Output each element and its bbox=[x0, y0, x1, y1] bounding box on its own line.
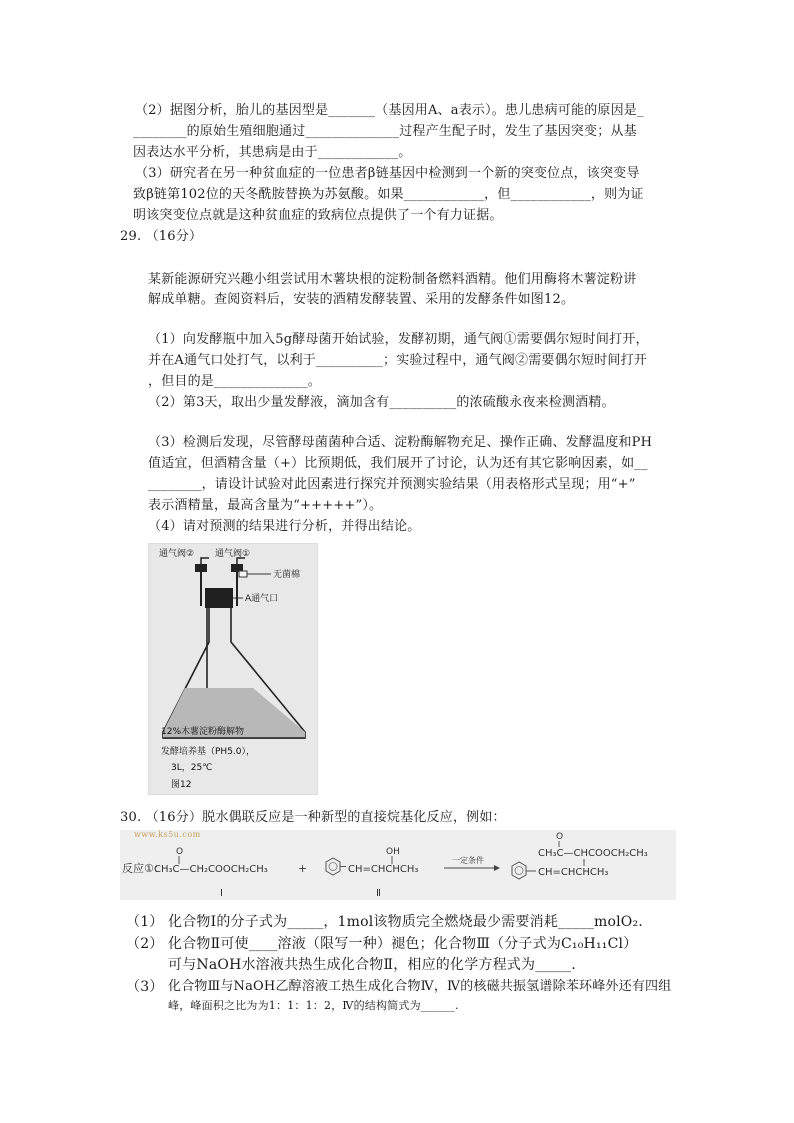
q30-title: 30. （16分）脱水偶联反应是一种新型的直接烷基化反应，例如： bbox=[120, 810, 506, 825]
medium-label-line1: 12%木薯淀粉酶解物 bbox=[161, 727, 245, 737]
q29-sub4: （4）请对预测的结果进行分析，并得出结论。 bbox=[148, 519, 421, 534]
valve2-label: 通气阀② bbox=[159, 549, 195, 559]
figure-caption: 图12 bbox=[171, 780, 192, 790]
q30-sub2-line1: 化合物Ⅱ可使____溶液（限写一种）褪色；化合物Ⅲ（分子式为C₁₀H₁₁Cl） bbox=[168, 936, 638, 952]
q29-sub1-line1: （1）向发酵瓶中加入5g酵母菌开始试验，发酵初期，通气阀①需要偶尔短时间打开， bbox=[148, 332, 649, 347]
reaction-scheme bbox=[120, 830, 676, 900]
q30-sub1-number: （1） bbox=[126, 914, 164, 930]
benzene-ring-icon bbox=[326, 858, 340, 875]
q29-sub3-line1: （3）检测后发现，尽管酵母菌菌种合适、淀粉酶解物充足、操作正确、发酵温度和PH bbox=[148, 435, 653, 450]
q28-part2-line3: 因表达水平分析，其患病是由于____________。 bbox=[133, 145, 412, 160]
reaction-diagram bbox=[120, 830, 676, 900]
q28-part3-line1: （3）研究者在另一种贫血症的一位患者β链基因中检测到一个新的突变位点，该突变导 bbox=[135, 166, 640, 181]
reactant2-hydroxyl: OH bbox=[386, 847, 400, 857]
reactant1-formula: CH₃C—CH₂COOCH₂CH₃ bbox=[154, 864, 268, 875]
cotton-plug-icon bbox=[239, 571, 247, 577]
medium-label-line2: 发酵培养基（PH5.0）， bbox=[161, 747, 256, 757]
watermark-logo: www.ks5u.com bbox=[134, 830, 201, 839]
q30-sub3-number: （3） bbox=[126, 979, 164, 995]
q29-intro-line1: 某新能源研究兴趣小组尝试用木薯块根的淀粉制备燃料酒精。他们用酶将木薯淀粉讲 bbox=[148, 272, 637, 287]
medium-label-line3: 3L，25℃ bbox=[171, 763, 213, 773]
q30-sub3-line2: 峰，峰面积之比为为1：1：1：2，Ⅳ的结构简式为______. bbox=[168, 999, 459, 1012]
compound-II-label: Ⅱ bbox=[376, 888, 381, 899]
reaction-label: 反应①： bbox=[122, 862, 165, 875]
q29-sub2: （2）第3天，取出少量发酵液，滴加含有__________的浓硫酸永夜来检测酒精。 bbox=[148, 395, 615, 410]
product-oxo: O bbox=[556, 832, 564, 842]
q29-sub1-line3: ，但目的是______________。 bbox=[148, 374, 322, 389]
q30-sub2-number: （2） bbox=[126, 936, 164, 952]
q28-part2-line1: （2）据图分析，胎儿的基因型是_______（基因用A、a表示）。患儿患病可能的原因是_ bbox=[135, 103, 644, 118]
q28-part3-line3: 明该突变位点就是这种贫血症的致病位点提供了一个有力证据。 bbox=[133, 208, 503, 223]
q30-sub2-line2: 可与NaOH水溶液共热生成化合物Ⅱ，相应的化学方程式为_____. bbox=[168, 957, 576, 973]
plus-sign: + bbox=[298, 862, 308, 875]
reactant2-formula: CH=CHCHCH₃ bbox=[348, 864, 419, 875]
q28-part3-line2: 致β链第102位的天冬酰胺替换为苏氨酸。如果____________，但____________，则为证 bbox=[133, 187, 644, 202]
fermentation-apparatus-figure bbox=[148, 543, 318, 795]
q29-sub3-line2: 值适宜，但酒精含量（+）比预期低，我们展开了讨论，认为还有其它影响因素，如__ bbox=[148, 456, 648, 471]
cotton-label: 无菌棉 bbox=[273, 570, 301, 580]
product-top-formula: CH₃C—CHCOOCH₂CH₃ bbox=[538, 848, 648, 859]
reaction-condition: 一定条件 bbox=[452, 856, 484, 865]
valve1-label: 通气阀① bbox=[215, 549, 251, 559]
q28-part2-line2: ________的原始生殖细胞通过______________过程产生配子时，发生了基因突变；从基 bbox=[133, 124, 637, 139]
q29-number: 29. （16分） bbox=[120, 229, 203, 244]
reactant1-oxo: O bbox=[176, 847, 184, 857]
q29-intro-line2: 解成单糖。查阅资料后，安装的酒精发酵装置、采用的发酵条件如图12。 bbox=[148, 292, 575, 307]
q30-sub1: 化合物Ⅰ的分子式为_____，1mol该物质完全燃烧最少需要消耗_____molO₂. bbox=[168, 914, 643, 930]
q30-sub3-line1: 化合物Ⅲ与NaOH乙醇溶液工热生成化合物Ⅳ，Ⅳ的核磁共振氢谱除苯环峰外还有四组 bbox=[168, 979, 672, 994]
product-bottom-formula: CH=CHCHCH₃ bbox=[538, 867, 609, 878]
q29-sub3-line3: ________，请设计试验对此因素进行探究并预测实验结果（用表格形式呈现；用“+” bbox=[148, 477, 636, 492]
valve2-icon bbox=[195, 564, 207, 572]
q29-sub3-line4: 表示酒精量，最高含量为“+++++”）。 bbox=[148, 498, 383, 513]
fermentation-flask-diagram bbox=[149, 544, 317, 794]
q29-sub1-line2: 并在A通气口处打气，以利于__________；实验过程中，通气阀②需要偶尔短时间打开 bbox=[148, 353, 647, 368]
stopper-icon bbox=[205, 588, 233, 608]
compound-I-label: Ⅰ bbox=[220, 888, 223, 899]
air-port-label: A通气口 bbox=[245, 594, 279, 604]
product-benzene-ring-icon bbox=[512, 862, 526, 879]
